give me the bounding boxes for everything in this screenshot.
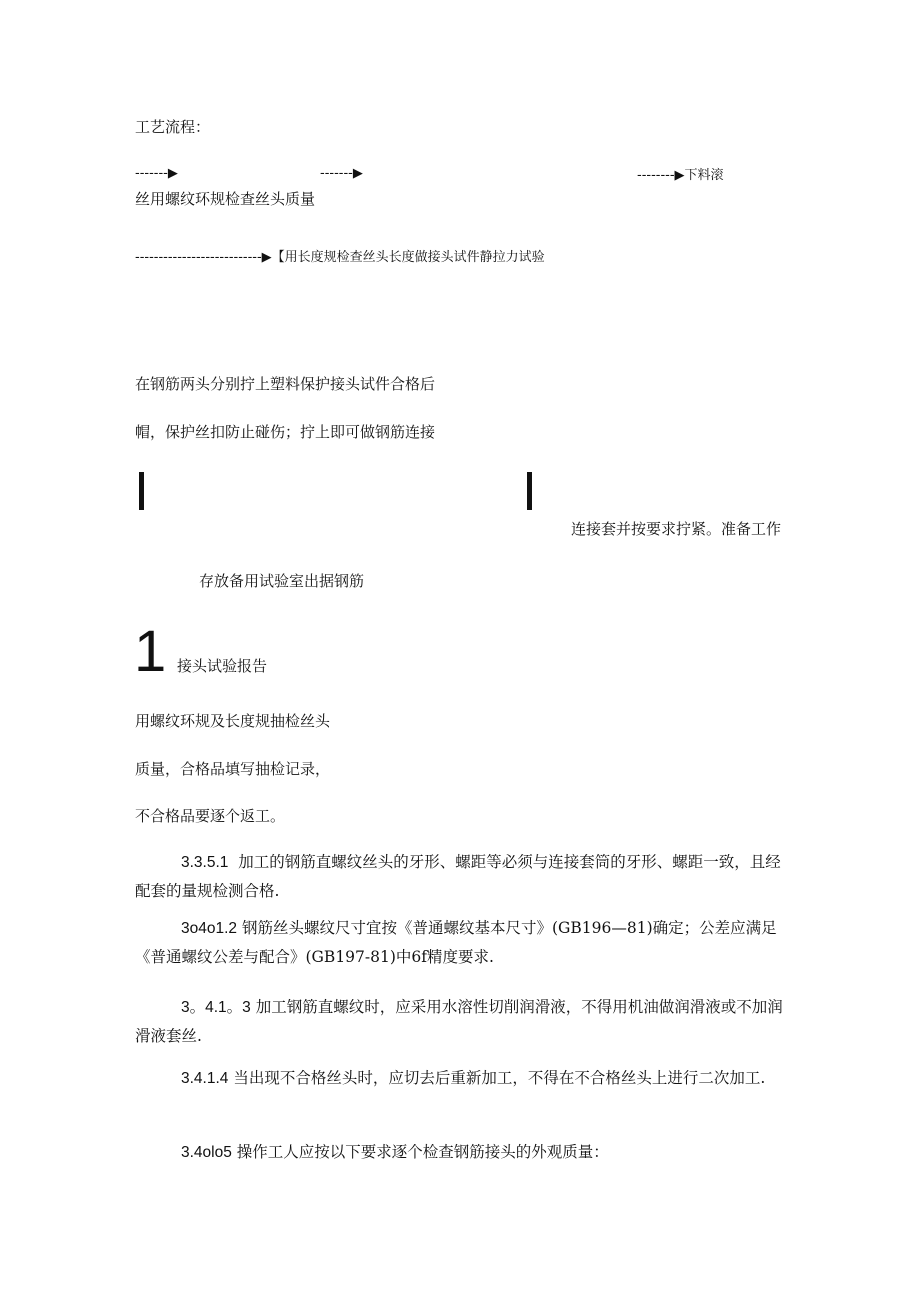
- spec-paragraph-number: 3o4o1.2: [181, 920, 238, 937]
- spec-paragraph: [135, 914, 790, 971]
- flow-line-11: 不合格品要逐个返工。: [135, 807, 286, 825]
- spec-paragraph-text: 钢筋丝头螺纹尺寸宜按《普通螺纹基本尺寸》(GB196—81)确定；公差应满足《普通螺纹公差与配合》(GB197-81)中6f精度要求.: [135, 919, 777, 966]
- flow-arrow-b: -------▶: [320, 166, 363, 181]
- spec-paragraph-number: 3。4.1。3: [181, 999, 251, 1016]
- flow-line-9: 用螺纹环规及长度规抽检丝头: [135, 712, 331, 730]
- flow-line-8: 接头试验报告: [177, 657, 268, 675]
- spec-paragraph-number: 3.4.1.4: [181, 1070, 229, 1087]
- spec-paragraph-number: 3.4olo5: [181, 1144, 232, 1161]
- flow-heading: 工艺流程：: [135, 118, 211, 136]
- spec-paragraph-text: 加工钢筋直螺纹时，应采用水溶性切削润滑液，不得用机油做润滑液或不加润滑液套丝.: [135, 998, 783, 1045]
- flow-arrow-long-text: ---------------------------▶【用长度规检查丝头长度做接头试件静拉力试验: [135, 250, 545, 265]
- spec-paragraph: [135, 848, 790, 905]
- spec-paragraph-number: 3.3.5.1: [181, 854, 229, 871]
- flow-line-5: 帽，保护丝扣防止碰伤；拧上即可做钢筋连接: [135, 423, 436, 441]
- spec-paragraph-text: 操作工人应按以下要求逐个检查钢筋接头的外观质量：: [236, 1143, 609, 1161]
- spec-paragraph: [135, 1138, 790, 1167]
- flow-line-4: 在钢筋两头分别拧上塑料保护接头试件合格后: [135, 375, 436, 393]
- flow-line-7: 存放备用试验室出据钢筋: [199, 572, 365, 590]
- flow-vertical-bar-right: [527, 472, 532, 510]
- spec-paragraph-text: 当出现不合格丝头时，应切去后重新加工，不得在不合格丝头上进行二次加工.: [233, 1069, 766, 1087]
- flow-vertical-bar-left: [139, 472, 144, 510]
- flow-big-number: 1: [134, 619, 167, 684]
- spec-paragraph: [135, 993, 790, 1050]
- flow-line-6: 连接套并按要求拧紧。准备工作: [571, 520, 782, 538]
- spec-paragraph: [135, 1064, 790, 1093]
- flow-arrow-long: [135, 246, 545, 268]
- flow-line-2: 丝用螺纹环规检查丝头质量: [135, 190, 316, 208]
- flow-arrow-a: -------▶: [135, 166, 178, 181]
- flow-line-10: 质量，合格品填写抽检记录，: [135, 760, 331, 778]
- spec-paragraph-text: 加工的钢筋直螺纹丝头的牙形、螺距等必须与连接套筒的牙形、螺距一致，且经配套的量规检测合格.: [135, 853, 781, 900]
- flow-arrow-c: [637, 164, 724, 186]
- flow-arrow-c-text: --------▶下料滚: [637, 168, 724, 183]
